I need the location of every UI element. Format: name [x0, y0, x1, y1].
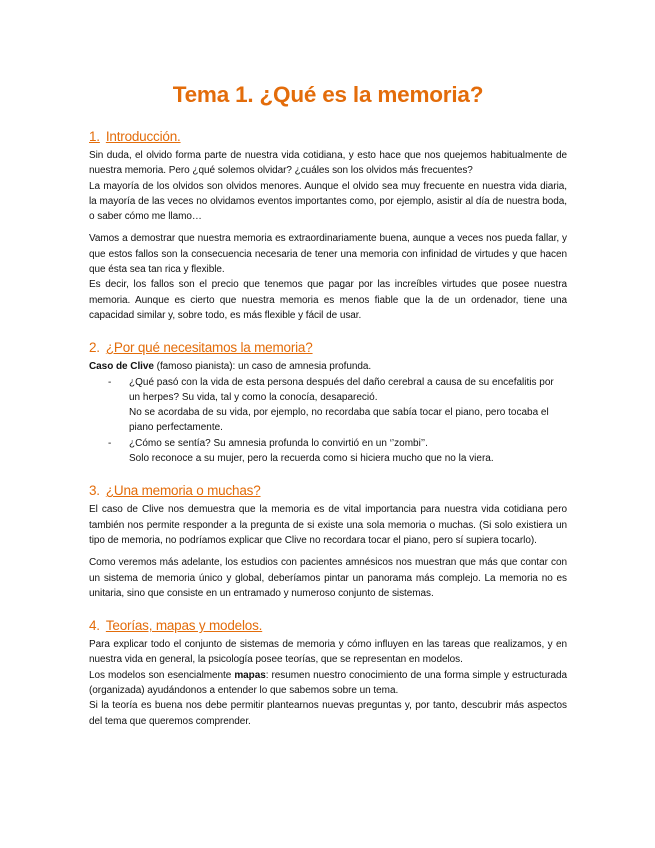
list-item-extra: No se acordaba de su vida, por ejemplo, no recordaba que sabía tocar el piano, pero tocaba el piano perfectamente.: [129, 407, 549, 434]
section-heading: [89, 482, 567, 499]
section-heading: [89, 339, 567, 356]
paragraph: Vamos a demostrar que nuestra memoria es extraordinariamente buena, aunque a veces nos pueda fallar, y que estos fallos son la consecuencia necesaria de tener una memoria con infinidad de virtudes y que hacen que ésta sea tan rica y flexible.: [89, 233, 567, 276]
dash-bullet: -: [108, 437, 112, 449]
section-title: ¿Por qué necesitamos la memoria?: [105, 340, 313, 356]
section-teorias: [89, 617, 567, 729]
section-heading: [89, 128, 567, 145]
text-run: Los modelos son esencialmente: [89, 669, 235, 681]
bullet-list: [89, 436, 567, 451]
case-name: Caso de Clive: [89, 361, 154, 373]
section-por-que: [89, 339, 567, 466]
page-title: Tema 1. ¿Qué es la memoria?: [172, 82, 484, 107]
list-item: [89, 375, 567, 406]
paragraph: El caso de Clive nos demuestra que la memoria es de vital importancia para nuestra vida cotidiana pero también nos permite responder a la pregunta de si existe una sola memoria o muchas. (Si solo existiera un tipo de memoria, no podríamos explicar que Clive no recordara tocar el piano, pero sí supiera tocarlo).: [89, 504, 567, 546]
text-run: : resumen nuestro conocimiento de una forma simple y estructurada (organizada) ayudándonos a entender lo que sabemos sobre un tema.: [89, 669, 567, 697]
section-title: Teorías, mapas y modelos.: [105, 618, 263, 634]
list-item-text: ¿Cómo se sentía? Su amnesia profunda lo convirtió en un ‘’zombi’’.: [129, 437, 428, 449]
paragraph: Es decir, los fallos son el precio que tenemos que pagar por las increíbles virtudes que posee nuestra memoria. Aunque es cierto que nuestra memoria es menos fiable que la de un ordenador, tiene una capacidad similar y, sobre todo, es más flexible y fácil de usar.: [89, 279, 567, 321]
paragraph: La mayoría de los olvidos son olvidos menores. Aunque el olvido sea muy frecuente en nuestra vida diaria, la mayoría de las veces no olvidamos eventos importantes como, por ejemplo, asistir al día de nuestra boda, o saber cómo me llamo…: [89, 180, 567, 223]
case-intro: [89, 359, 567, 374]
section-number: 1.: [89, 129, 100, 144]
section-una-o-muchas: [89, 482, 567, 601]
section-introduccion: [89, 128, 567, 323]
paragraph: Como veremos más adelante, los estudios con pacientes amnésicos nos muestran que más que contar con un sistema de memoria único y global, deberíamos pintar un panorama más complejo. La memoria no es unitaria, sino que consiste en un entramado y numeroso conjunto de sistemas.: [89, 557, 567, 599]
paragraph: [89, 668, 567, 699]
case-description: (famoso pianista): un caso de amnesia profunda.: [153, 361, 372, 373]
section-number: 4.: [89, 618, 100, 634]
paragraph: Si la teoría es buena nos debe permitir plantearnos nuevas preguntas y, por tanto, descubrir más aspectos del tema que queremos comprender.: [89, 700, 567, 727]
list-item-text: ¿Qué pasó con la vida de esta persona después del daño cerebral a causa de su encefalitis por un herpes? Su vida, tal y como la conocía, desapareció.: [129, 376, 554, 403]
paragraph: Para explicar todo el conjunto de sistemas de memoria y cómo influyen en las tareas que realizamos, y en nuestra vida en general, la psicología posee teorías, que se representan en modelos.: [89, 639, 567, 666]
bold-term: mapas: [234, 669, 266, 681]
dash-bullet: -: [108, 376, 112, 388]
section-title: Introducción.: [105, 129, 181, 144]
paragraph: Sin duda, el olvido forma parte de nuestra vida cotidiana, y esto hace que nos quejemos habitualmente de nuestra memoria. Pero ¿qué solemos olvidar? ¿cuáles son los olvidos más frecuentes?: [89, 150, 567, 177]
section-title: ¿Una memoria o muchas?: [105, 483, 261, 499]
list-item-extra: Solo reconoce a su mujer, pero la recuerda como si hiciera mucho que no la viera.: [129, 453, 494, 465]
section-number: 3.: [89, 483, 100, 499]
list-item: [89, 436, 567, 451]
section-number: 2.: [89, 340, 100, 356]
bullet-list: [89, 375, 567, 406]
section-heading: [89, 617, 567, 634]
